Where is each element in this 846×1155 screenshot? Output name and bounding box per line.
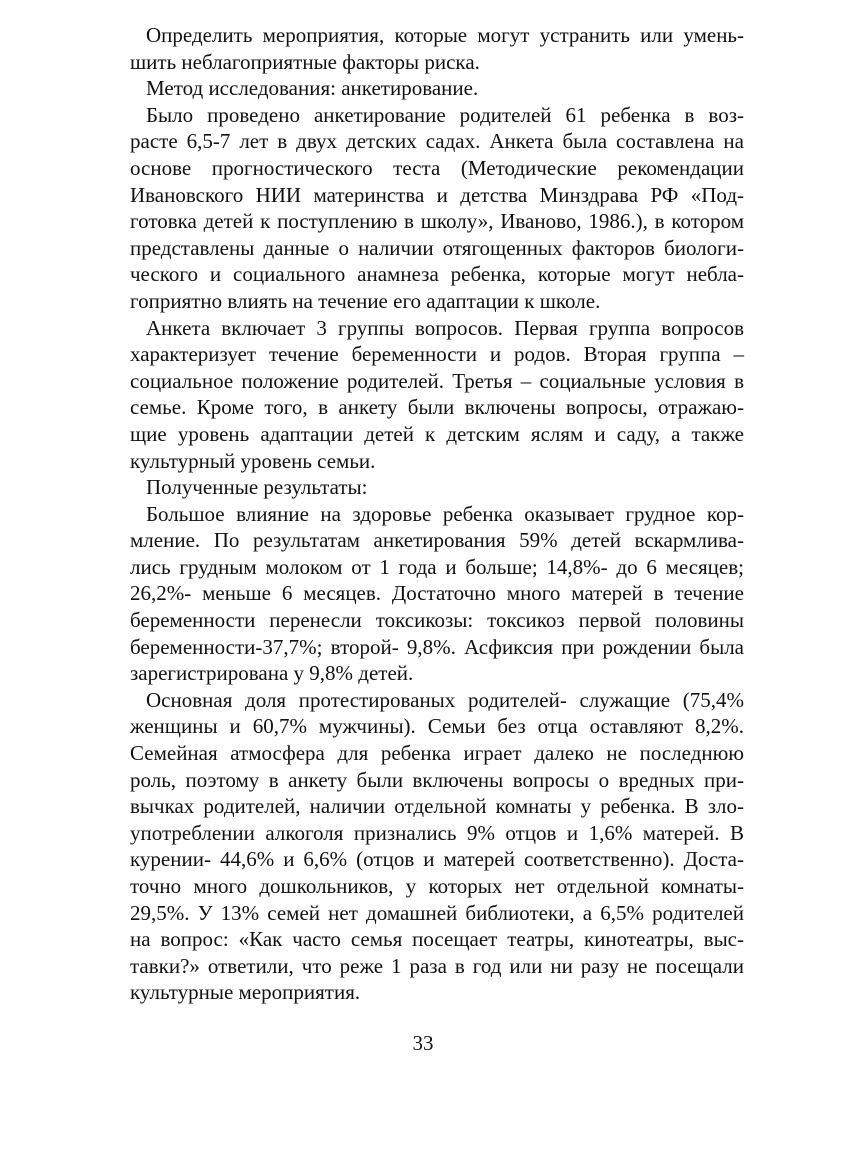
text-line: шить неблагоприятные факторы риска.: [130, 49, 480, 74]
text-line: курении- 44,6% и 6,6% (отцов и матерей соответственно). Доста-: [130, 847, 744, 872]
text-line: беременности-37,7%; второй- 9,8%. Асфиксия при рождении была: [130, 634, 744, 659]
text-line: Определить мероприятия, которые могут устранить или умень-: [146, 23, 744, 47]
text-line: Анкета включает 3 группы вопросов. Первая группа вопросов: [146, 315, 744, 340]
text-line: социальное положение родителей. Третья – социальные условия в: [130, 368, 744, 393]
text-line: 26,2%- меньше 6 месяцев. Достаточно много матерей в течение: [130, 581, 744, 606]
text-line: зарегистрирована у 9,8% детей.: [130, 661, 414, 686]
text-line: расте 6,5-7 лет в двух детских садах. Анкета была составлена на: [130, 129, 744, 154]
text-line: семье. Кроме того, в анкету были включены вопросы, отражаю-: [130, 395, 744, 420]
text-line: гоприятно влиять на течение его адаптации к школе.: [130, 288, 601, 313]
text-line: Метод исследования: анкетирование.: [146, 76, 479, 101]
text-line: 29,5%. У 13% семей нет домашней библиотеки, а 6,5% родителей: [130, 900, 744, 925]
text-line: представлены данные о наличии отягощенных факторов биологи-: [130, 235, 744, 260]
text-line: щие уровень адаптации детей к детским яслям и саду, а также: [130, 421, 744, 446]
text-line: мление. По результатам анкетирования 59% детей вскармлива-: [130, 528, 744, 553]
text-line: готовка детей к поступлению в школу», Иваново, 1986.), в котором: [130, 209, 744, 234]
document-body: [130, 22, 744, 1006]
text-line: Большое влияние на здоровье ребенка оказывает грудное кор-: [146, 501, 744, 526]
text-line: основе прогностического теста (Методические рекомендации: [130, 155, 744, 180]
text-line: беременности перенесли токсикозы: токсикоз первой половины: [130, 608, 744, 633]
text-line: роль, поэтому в анкету были включены вопросы о вредных при-: [130, 767, 744, 792]
text-line: вычках родителей, наличии отдельной комнаты у ребенка. В зло-: [130, 794, 744, 819]
text-line: лись грудным молоком от 1 года и больше; 14,8%- до 6 месяцев;: [130, 554, 744, 579]
text-line: Ивановского НИИ материнства и детства Минздрава РФ «Под-: [130, 182, 744, 207]
text-line: Полученные результаты:: [146, 475, 368, 500]
text-line: тавки?» ответили, что реже 1 раза в год или ни разу не посещали: [130, 953, 744, 978]
text-line: Было проведено анкетирование родителей 61 ребенка в воз-: [146, 102, 744, 127]
text-line: характеризует течение беременности и родов. Вторая группа –: [130, 342, 744, 367]
text-line: женщины и 60,7% мужчины). Семьи без отца оставляют 8,2%.: [130, 714, 744, 739]
text-line: ческого и социального анамнеза ребенка, которые могут небла-: [130, 262, 744, 287]
text-line: точно много дошкольников, у которых нет отдельной комнаты-: [130, 874, 744, 898]
text-line: употреблении алкоголя признались 9% отцов и 1,6% матерей. В: [130, 820, 744, 845]
text-line: культурные мероприятия.: [130, 980, 361, 1005]
text-line: культурный уровень семьи.: [130, 448, 376, 473]
text-line: Семейная атмосфера для ребенка играет далеко не последнюю: [130, 741, 744, 766]
text-line: на вопрос: «Как часто семья посещает театры, кинотеатры, выс-: [130, 927, 744, 952]
page-number: 33: [412, 1031, 434, 1055]
text-line: Основная доля протестированых родителей- служащие (75,4%: [146, 687, 744, 712]
